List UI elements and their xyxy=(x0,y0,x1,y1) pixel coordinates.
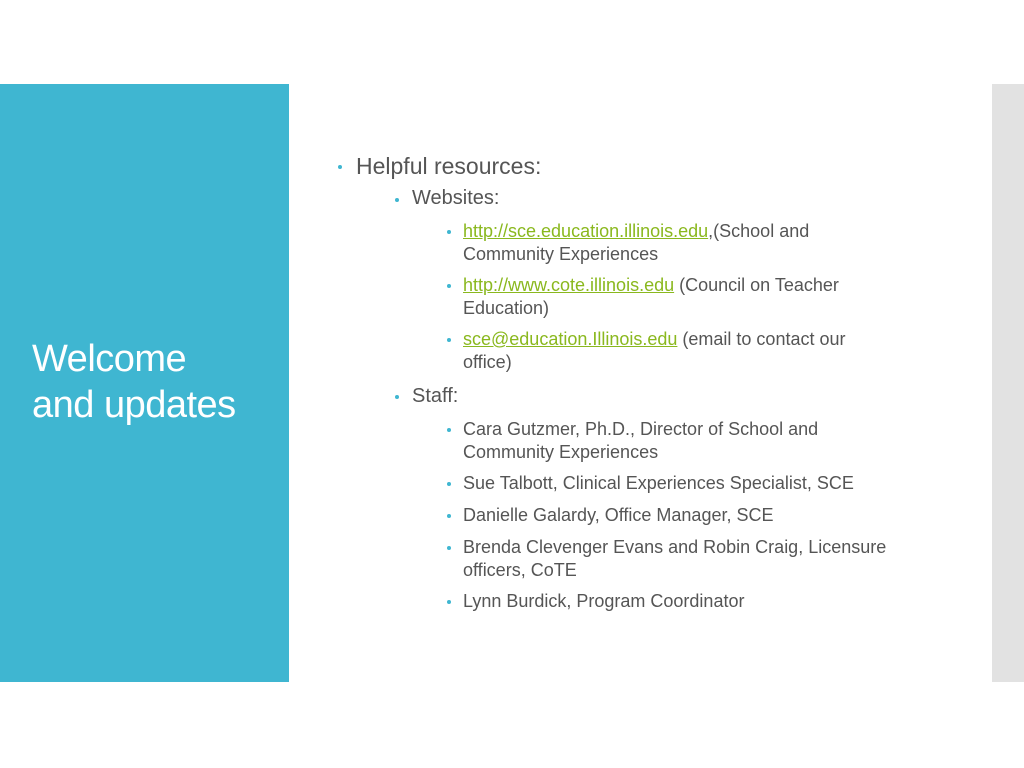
staff-item-line1: Cara Gutzmer, Ph.D., Director of School and xyxy=(463,419,819,439)
staff-item-line2: Community Experiences xyxy=(463,442,659,462)
email-desc: (email to contact our xyxy=(677,329,846,349)
staff-item-line1: Brenda Clevenger Evans and Robin Craig, Licensure xyxy=(463,537,887,557)
slide xyxy=(0,84,1024,682)
bullet-icon xyxy=(395,395,399,399)
staff-item-line2: officers, CoTE xyxy=(463,560,577,580)
staff-heading: Staff: xyxy=(412,385,459,407)
bullet-icon xyxy=(447,284,451,288)
staff-item-line1: Lynn Burdick, Program Coordinator xyxy=(463,591,745,611)
bullet-icon xyxy=(447,600,451,604)
staff-item xyxy=(463,536,886,582)
cote-website-desc: (Council on Teacher xyxy=(674,275,839,295)
sce-website-desc: ,(School and xyxy=(708,221,810,241)
staff-item xyxy=(463,590,744,613)
bullet-icon xyxy=(395,198,399,202)
staff-item xyxy=(463,418,818,464)
sce-website-link[interactable]: http://sce.education.illinois.edu xyxy=(463,221,709,241)
bullet-icon xyxy=(447,482,451,486)
cote-website-desc-line2: Education) xyxy=(463,298,550,318)
bullet-icon xyxy=(447,546,451,550)
bullet-icon xyxy=(447,514,451,518)
staff-item-line1: Danielle Galardy, Office Manager, SCE xyxy=(463,505,774,525)
resources-heading: Helpful resources: xyxy=(356,153,542,179)
sce-website-desc-line2: Community Experiences xyxy=(463,244,659,264)
email-desc-line2: office) xyxy=(463,352,512,372)
title-line-2: and updates xyxy=(32,384,236,426)
website-item-sce xyxy=(463,220,809,266)
cote-website-link[interactable]: http://www.cote.illinois.edu xyxy=(463,275,675,295)
bullet-icon xyxy=(447,428,451,432)
website-item-cote xyxy=(463,274,839,320)
bullet-icon xyxy=(338,165,342,169)
bullet-icon xyxy=(447,230,451,234)
websites-heading: Websites: xyxy=(412,187,500,209)
content-area xyxy=(0,84,1024,682)
title-line-1: Welcome xyxy=(32,338,187,380)
email-link[interactable]: sce@education.Illinois.edu xyxy=(463,329,678,349)
bullet-icon xyxy=(447,338,451,342)
staff-item xyxy=(463,472,854,495)
staff-item-line1: Sue Talbott, Clinical Experiences Specialist, SCE xyxy=(463,473,854,493)
staff-item xyxy=(463,504,773,527)
email-item xyxy=(463,328,845,374)
